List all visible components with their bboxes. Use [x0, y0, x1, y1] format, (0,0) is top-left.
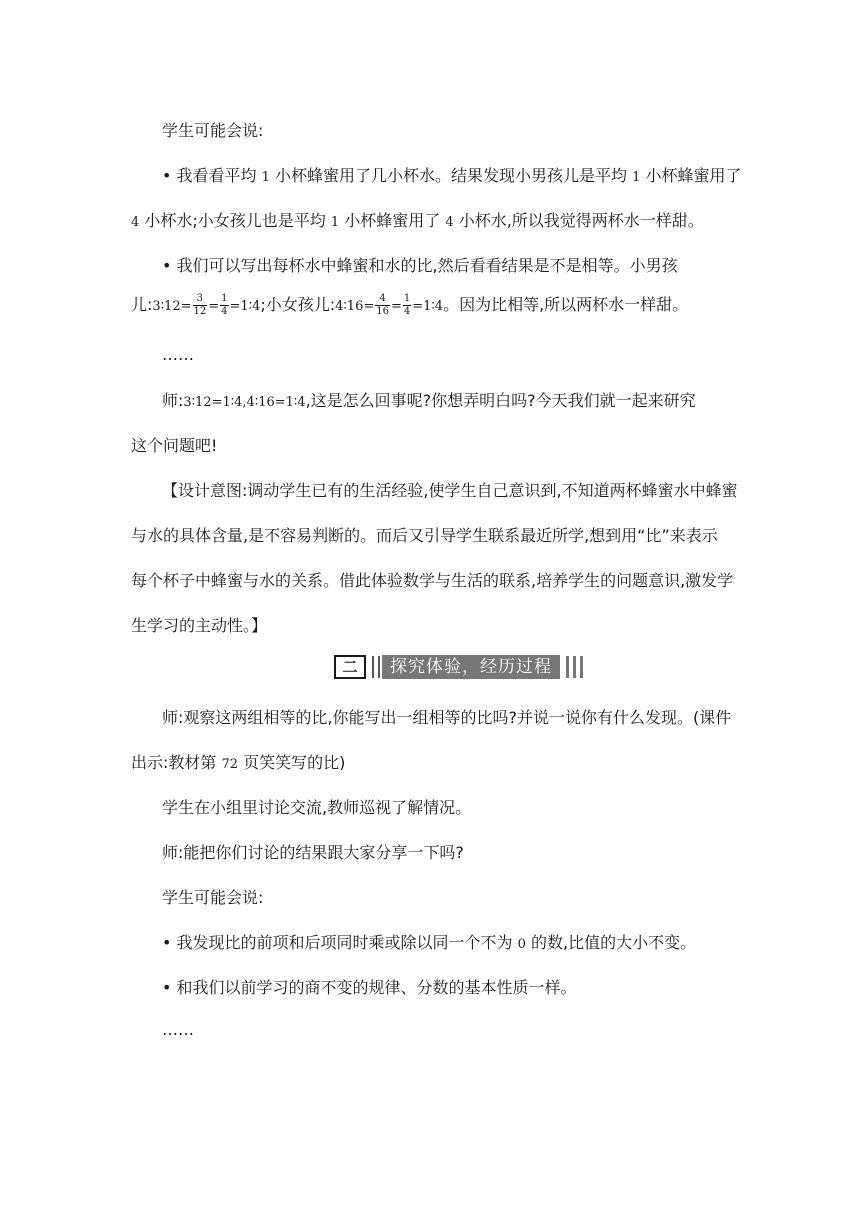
- section-title: 探究体验，经历过程: [382, 655, 560, 679]
- section-number: 二: [334, 655, 366, 679]
- paragraph-line: 这个问题吧!: [131, 436, 218, 455]
- number: 0: [517, 937, 526, 952]
- text: 的数,比值的大小不变。: [525, 933, 697, 952]
- paragraph-line: [131, 292, 688, 318]
- numerator: 4: [375, 293, 390, 306]
- math: =: [390, 299, 402, 314]
- math: 4∶16=: [335, 299, 375, 314]
- fraction: [375, 293, 390, 318]
- text: 小杯水;小女孩儿也是平均: [139, 211, 331, 230]
- math: 3∶12=1∶4,4∶16=1∶4: [183, 395, 306, 410]
- text: 页笑笑写的比): [238, 753, 346, 772]
- paragraph-line: [162, 388, 696, 411]
- text: 小杯蜂蜜用了: [640, 166, 742, 185]
- math: =: [208, 299, 220, 314]
- paragraph-line: 学生在小组里讨论交流,教师巡视了解情况。: [162, 798, 472, 817]
- paragraph-line: ……: [162, 1020, 194, 1039]
- paragraph-line: • 和我们以前学习的商不变的规律、分数的基本性质一样。: [162, 978, 577, 997]
- text: 出示:教材第: [131, 753, 222, 772]
- paragraph-line: • 我们可以写出每杯水中蜂蜜和水的比,然后看看结果是不是相等。小男孩: [162, 256, 678, 275]
- denominator: 4: [221, 306, 228, 317]
- denominator: 16: [376, 306, 389, 317]
- number: 1: [632, 170, 641, 185]
- paragraph-line: 师:观察这两组相等的比,你能写出一组相等的比吗?并说一说你有什么发现。(课件: [162, 708, 732, 727]
- text: 师:: [162, 391, 184, 410]
- number: 4: [445, 215, 454, 230]
- denominator: 4: [403, 306, 411, 317]
- denominator: 12: [193, 306, 207, 317]
- paragraph-line: 每个杯子中蜂蜜与水的关系。借此体验数学与生活的联系,培养学生的问题意识,激发学: [131, 571, 734, 590]
- decor-bars: [372, 656, 380, 678]
- number: 4: [131, 215, 140, 230]
- paragraph-line: 【设计意图:调动学生已有的生活经验,使学生自己意识到,不知道两杯蜂蜜水中蜂蜜: [162, 481, 738, 500]
- paragraph-line: 学生可能会说:: [162, 888, 264, 907]
- number: 72: [221, 757, 239, 772]
- decor-tail: [566, 656, 587, 678]
- paragraph-line: [131, 208, 704, 231]
- text: ;小女孩儿:: [260, 295, 336, 314]
- paragraph-line: [162, 163, 741, 186]
- text: 小杯水,所以我觉得两杯水一样甜。: [453, 211, 704, 230]
- text: • 我看看平均: [162, 166, 262, 185]
- math: =1∶4: [412, 299, 444, 314]
- fraction: [220, 293, 228, 318]
- text: ,这是怎么回事呢?你想弄明白吗?今天我们就一起来研究: [305, 391, 696, 410]
- paragraph-line: 师:能把你们讨论的结果跟大家分享一下吗?: [162, 843, 464, 862]
- paragraph-line: 学生可能会说:: [162, 121, 264, 140]
- number: 1: [330, 215, 340, 230]
- text: 小杯蜂蜜用了几小杯水。结果发现小男孩儿是平均: [269, 166, 633, 185]
- numerator: 1: [221, 293, 228, 304]
- fraction: [193, 293, 208, 318]
- paragraph-line: ……: [162, 345, 194, 364]
- paragraph-line: 与水的具体含量,是不容易判断的。而后又引导学生联系最近所学,想到用“比”来表示: [131, 526, 718, 545]
- text: • 我发现比的前项和后项同时乘或除以同一个不为: [162, 933, 518, 952]
- paragraph-line: [162, 930, 696, 953]
- paragraph-line: 生学习的主动性。】: [131, 616, 268, 635]
- numerator: 3: [193, 293, 208, 306]
- numerator: 1: [403, 293, 411, 304]
- number: 1: [261, 170, 270, 185]
- math: 3∶12=: [152, 299, 192, 314]
- section-header: [334, 655, 587, 679]
- text: 儿:: [131, 295, 153, 314]
- text: 。因为比相等,所以两杯水一样甜。: [443, 295, 689, 314]
- fraction: [403, 293, 411, 318]
- paragraph-line: [131, 750, 345, 773]
- text: 小杯蜂蜜用了: [339, 211, 446, 230]
- math: =1∶4: [229, 299, 261, 314]
